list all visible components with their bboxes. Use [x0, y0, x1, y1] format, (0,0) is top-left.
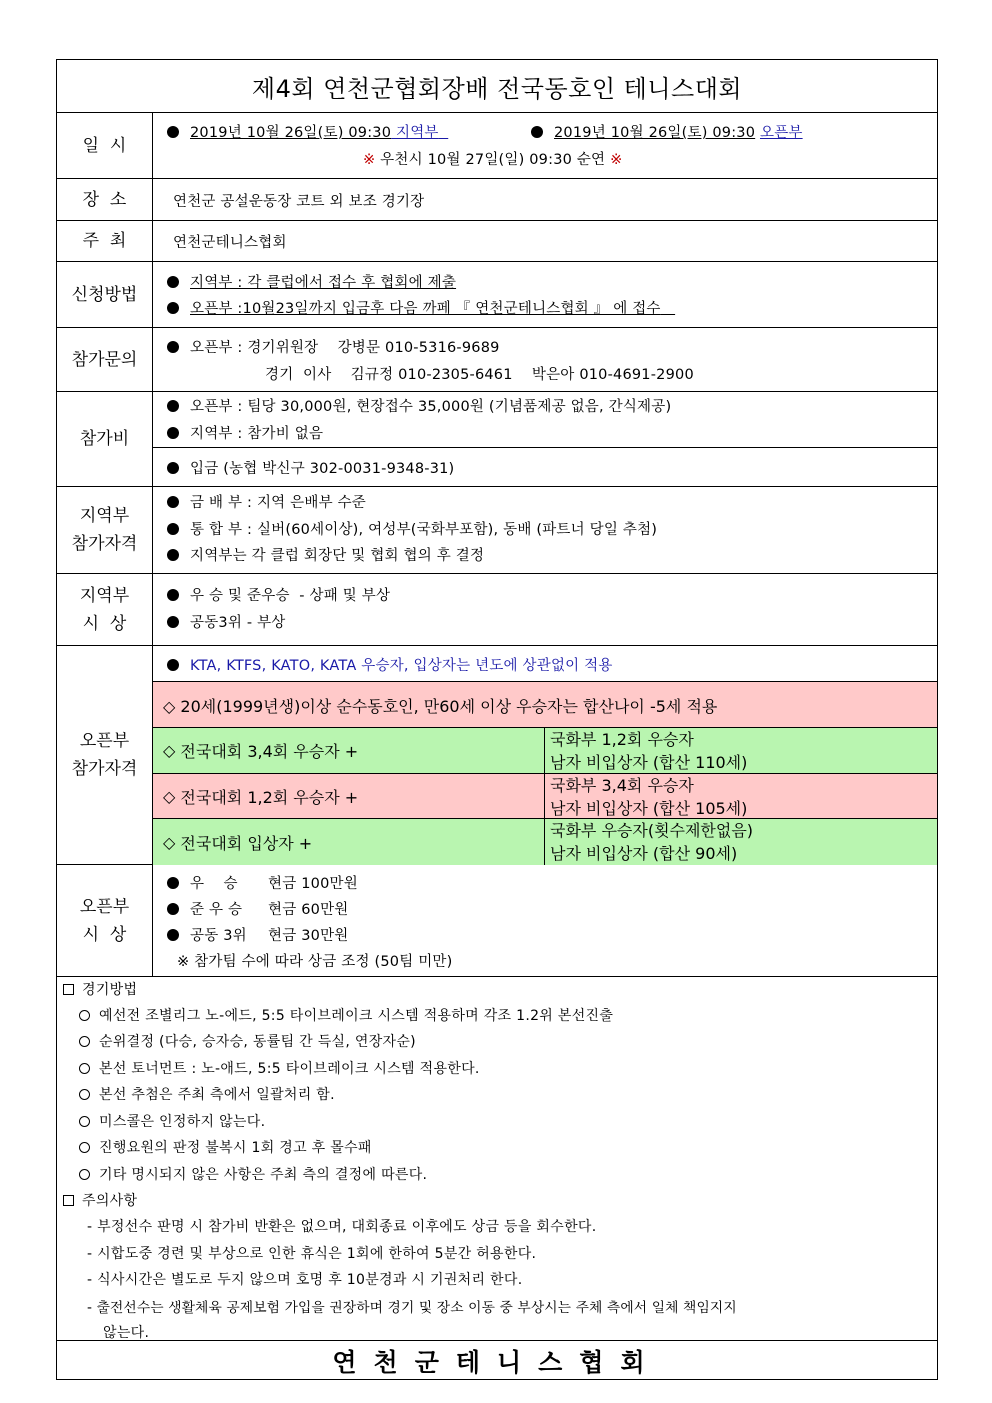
caution-item: - 출전선수는 생활체육 공제보험 가입을 권장하며 경기 및 장소 이동 중 부상시는 주체 측에서 일체 책임지지 [87, 1300, 737, 1316]
apply-item: 지역부 : 각 클럽에서 접수 후 협회에 제출 [167, 271, 456, 292]
qual-row-left: ◇ 전국대회 입상자 + [153, 819, 545, 865]
qual-row [153, 774, 937, 819]
circle-bullet-icon [79, 1010, 90, 1021]
bullet-icon [167, 302, 179, 314]
qual-row-right: 국화부 1,2회 우승자 남자 비입상자 (합산 110세) [550, 730, 748, 772]
qual-row-left: ◇ 전국대회 3,4회 우승자 + [153, 728, 545, 773]
local-award-item: 우 승 및 준우승 - 상패 및 부상 [167, 584, 390, 605]
inquiry-row [57, 328, 937, 392]
circle-bullet-icon [79, 1169, 90, 1180]
local-qual-row [57, 487, 937, 574]
caution-heading: 주의사항 [63, 1190, 137, 1210]
host-value: 연천군테니스협회 [173, 235, 287, 251]
circle-bullet-icon [79, 1089, 90, 1100]
diamond-icon: ◇ [163, 697, 176, 716]
bullet-icon [167, 929, 179, 941]
note-mark: ※ [363, 152, 376, 168]
open-qual-note: KTA, KTFS, KATO, KATA 우승자, 입상자는 년도에 상관없이 적용 [167, 654, 613, 675]
method-item: 본선 추첨은 주최 측에서 일괄처리 함. [79, 1084, 335, 1104]
prize-note: ※ 참가팀 수에 따라 상금 조정 (50팀 미만) [177, 954, 453, 970]
open-qual-label: 오픈부 참가자격 [57, 646, 153, 864]
bullet-icon [167, 126, 179, 138]
footer-organization: 연천군테니스협회 [57, 1340, 937, 1380]
host-row [57, 221, 937, 262]
open-schedule [531, 121, 803, 142]
open-division: 오픈부 [759, 125, 803, 141]
diamond-icon: ◇ [163, 832, 176, 852]
schedule-label: 일 시 [57, 113, 153, 178]
prize-item: 공동 3위 현금 30만원 [167, 924, 349, 945]
circle-bullet-icon [79, 1063, 90, 1074]
fee-item: 오픈부 : 팀당 30,000원, 현장접수 35,000원 (기념품제공 없음, 간식제공) [167, 395, 671, 416]
age-rule: ◇ 20세(1999년생)이상 순수동호인, 만60세 이상 우승자는 합산나이 -5세 적용 [163, 697, 718, 716]
fee-item: 지역부 : 참가비 없음 [167, 422, 323, 443]
bullet-icon [167, 400, 179, 412]
method-heading: 경기방법 [63, 979, 137, 999]
caution-item: - 시합도중 경련 및 부상으로 인한 휴식은 1회에 한하여 5분간 허용한다. [87, 1246, 537, 1262]
local-award-item: 공동3위 - 부상 [167, 611, 286, 632]
method-item: 미스콜은 인정하지 않는다. [79, 1111, 265, 1131]
bullet-icon [167, 903, 179, 915]
method-item: 예선전 조별리그 노-에드, 5:5 타이브레이크 시스템 적용하며 각조 1.2위 본선진출 [79, 1005, 613, 1025]
apply-row [57, 262, 937, 328]
bullet-icon [167, 496, 179, 508]
circle-bullet-icon [79, 1116, 90, 1127]
checkbox-square-icon [63, 984, 74, 995]
schedule-row [57, 113, 937, 179]
bullet-icon [167, 877, 179, 889]
local-qual-label: 지역부 참가자격 [57, 487, 153, 573]
caution-item: - 식사시간은 별도로 두지 않으며 호명 후 10분경과 시 기권처리 한다. [87, 1272, 523, 1288]
local-award-row [57, 574, 937, 646]
qual-row-right: 국화부 3,4회 우승자 남자 비입상자 (합산 105세) [550, 776, 748, 818]
prize-item: 우 승 현금 100만원 [167, 872, 358, 893]
checkbox-square-icon [63, 1195, 74, 1206]
rain-note [363, 148, 622, 169]
caution-continuation: 않는다. [103, 1325, 150, 1341]
qual-row-left: ◇ 전국대회 1,2회 우승자 + [153, 774, 545, 818]
bullet-icon [167, 589, 179, 601]
circle-bullet-icon [79, 1036, 90, 1047]
method-item: 순위결정 (다승, 승자승, 동률팀 간 득실, 연장자순) [79, 1031, 416, 1051]
inquiry-label: 참가문의 [57, 328, 153, 391]
bullet-icon [167, 616, 179, 628]
open-date: 2019년 10월 26일(토) 09:30 [554, 125, 756, 141]
apply-item: 오픈부 :10월23일까지 입금후 다음 까페 『 연천군테니스협회 』 에 접수 [167, 297, 675, 318]
inquiry-line: 오픈부 : 경기위원장 강병문 010-5316-9689 [167, 336, 500, 357]
note-mark: ※ [610, 152, 623, 168]
open-qual-note-row [153, 646, 937, 682]
bullet-icon [167, 427, 179, 439]
page-title: 제4회 연천군협회장배 전국동호인 테니스대회 [251, 74, 743, 103]
schedule-content [153, 113, 937, 178]
rain-note-text: 우천시 10월 27일(일) 09:30 순연 [380, 152, 606, 168]
method-item: 본선 토너먼트 : 노-애드, 5:5 타이브레이크 시스템 적용한다. [79, 1058, 480, 1078]
venue-value: 연천군 공설운동장 코트 외 보조 경기장 [173, 194, 425, 210]
inquiry-line: 경기 이사 김규정 010-2305-6461 박은아 010-4691-2900 [265, 367, 694, 383]
age-rule-row [153, 682, 937, 728]
open-qual-row [57, 646, 937, 865]
bullet-icon [531, 126, 543, 138]
local-qual-item: 금 배 부 : 지역 은배부 수준 [167, 491, 366, 512]
fee-row [57, 392, 937, 487]
diamond-icon: ◇ [163, 786, 176, 806]
venue-row [57, 179, 937, 221]
document-frame [56, 59, 938, 1380]
title-row [57, 60, 937, 113]
venue-label: 장 소 [57, 179, 153, 220]
circle-bullet-icon [79, 1142, 90, 1153]
bullet-icon [167, 549, 179, 561]
qual-row [153, 819, 937, 865]
local-division: 지역부 [395, 125, 439, 141]
fee-label: 참가비 [57, 392, 153, 486]
qual-row [153, 728, 937, 774]
local-qual-item: 지역부는 각 클럽 회장단 및 협회 협의 후 결정 [167, 544, 484, 565]
bullet-icon [167, 523, 179, 535]
bullet-icon [167, 462, 179, 474]
local-schedule [167, 121, 448, 142]
open-award-label: 오픈부 시 상 [57, 865, 153, 976]
method-item: 진행요원의 판정 불복시 1회 경고 후 몰수패 [79, 1137, 372, 1157]
bullet-icon [167, 341, 179, 353]
apply-label: 신청방법 [57, 262, 153, 327]
prize-item: 준 우 승 현금 60만원 [167, 898, 349, 919]
qual-row-right: 국화부 우승자(횟수제한없음) 남자 비입상자 (합산 90세) [550, 821, 754, 863]
diamond-icon: ◇ [163, 741, 176, 760]
host-label: 주 최 [57, 221, 153, 261]
fee-items [153, 392, 937, 448]
local-date: 2019년 10월 26일(토) 09:30 [190, 125, 392, 141]
bullet-icon [167, 659, 179, 671]
local-award-label: 지역부 시 상 [57, 574, 153, 645]
method-item: 기타 명시되지 않은 사항은 주최 측의 결정에 따른다. [79, 1164, 427, 1184]
caution-item: - 부정선수 판명 시 참가비 반환은 없으며, 대회종료 이후에도 상금 등을 회수한다. [87, 1219, 597, 1235]
bullet-icon [167, 276, 179, 288]
fee-deposit: 입금 (농협 박신구 302-0031-9348-31) [167, 457, 454, 478]
open-award-row [57, 865, 937, 977]
local-qual-item: 통 합 부 : 실버(60세이상), 여성부(국화부포함), 동배 (파트너 당일 추첨) [167, 518, 657, 539]
